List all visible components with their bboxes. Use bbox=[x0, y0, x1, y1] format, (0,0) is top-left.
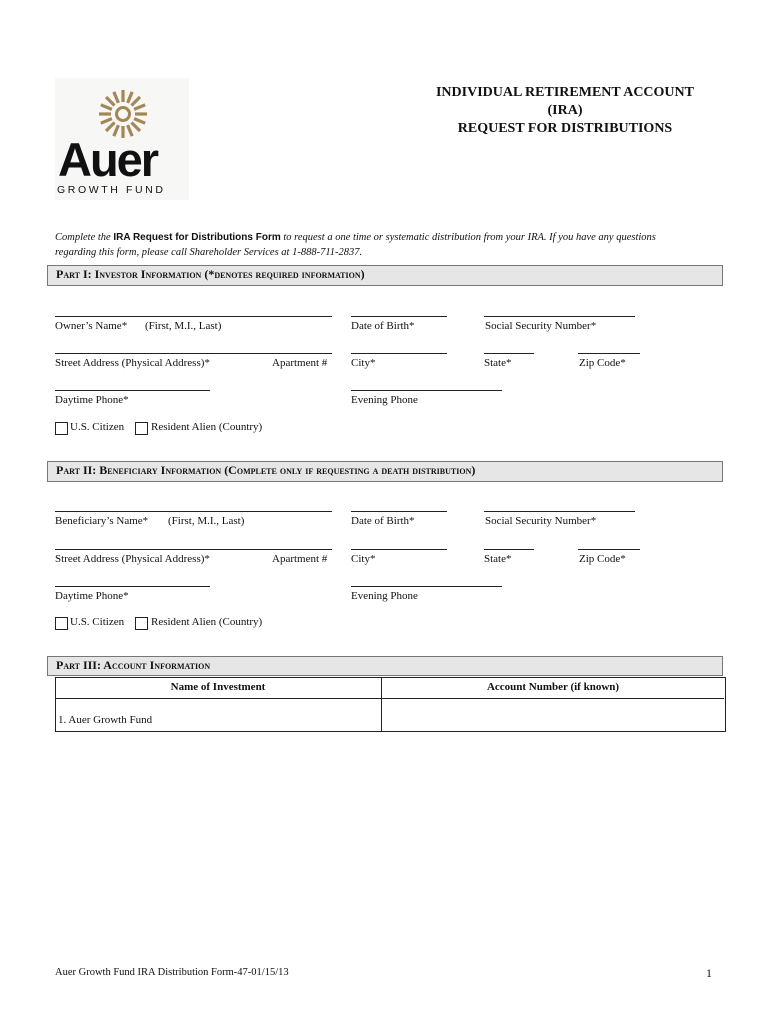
ben-eve-phone-field[interactable] bbox=[351, 586, 502, 587]
owner-zip-field[interactable] bbox=[578, 353, 640, 354]
intro-line-2: regarding this form, please call Shareholder Services at 1-888-711-2837. bbox=[55, 247, 363, 258]
intro-middle: to request a one time or systematic distribution from your IRA. If you have any questions bbox=[280, 232, 656, 243]
owner-day-phone-field[interactable] bbox=[55, 390, 210, 391]
owner-resident-alien-checkbox[interactable] bbox=[135, 422, 148, 435]
owner-street-label: Street Address (Physical Address)* bbox=[55, 357, 210, 369]
ben-zip-label: Zip Code* bbox=[579, 553, 626, 565]
logo-wordmark: Auer bbox=[58, 133, 158, 186]
owner-state-label: State* bbox=[484, 357, 512, 369]
col-name-of-investment: Name of Investment bbox=[170, 681, 266, 693]
owner-eve-phone-label: Evening Phone bbox=[351, 394, 418, 406]
logo-subtitle: GROWTH FUND bbox=[57, 184, 166, 196]
ben-day-phone-field[interactable] bbox=[55, 586, 210, 587]
owner-eve-phone-field[interactable] bbox=[351, 390, 502, 391]
form-title bbox=[400, 84, 730, 138]
intro-prefix: Complete the bbox=[55, 232, 114, 243]
part3-header: Part III: Account Information bbox=[56, 658, 211, 672]
owner-ssn-label: Social Security Number* bbox=[485, 320, 597, 332]
ben-name-field[interactable] bbox=[55, 511, 332, 512]
part2-header-bar bbox=[47, 461, 723, 482]
ben-resident-alien-label: Resident Alien (Country) bbox=[151, 616, 263, 628]
owner-dob-label: Date of Birth* bbox=[351, 320, 415, 332]
account-table-header-rule bbox=[55, 698, 724, 699]
ben-state-label: State* bbox=[484, 553, 512, 565]
ben-street-label: Street Address (Physical Address)* bbox=[55, 553, 210, 565]
ben-dob-field[interactable] bbox=[351, 511, 447, 512]
ben-us-citizen-checkbox[interactable] bbox=[55, 617, 68, 630]
ben-dob-label: Date of Birth* bbox=[351, 515, 415, 527]
col-account-number: Account Number (if known) bbox=[486, 681, 620, 693]
owner-apartment-label: Apartment # bbox=[272, 357, 328, 369]
form-id-footer: Auer Growth Fund IRA Distribution Form-47-01/15/13 bbox=[55, 967, 289, 978]
owner-street-field[interactable] bbox=[55, 353, 332, 354]
owner-state-field[interactable] bbox=[484, 353, 534, 354]
ben-name-format: (First, M.I., Last) bbox=[168, 515, 245, 527]
ben-us-citizen-label: U.S. Citizen bbox=[70, 616, 125, 628]
ben-apartment-label: Apartment # bbox=[272, 553, 328, 565]
ben-zip-field[interactable] bbox=[578, 549, 640, 550]
ben-state-field[interactable] bbox=[484, 549, 534, 550]
ben-city-label: City* bbox=[351, 553, 376, 565]
owner-city-label: City* bbox=[351, 357, 376, 369]
owner-ssn-field[interactable] bbox=[484, 316, 635, 317]
auer-logo bbox=[55, 78, 189, 200]
owner-dob-field[interactable] bbox=[351, 316, 447, 317]
owner-city-field[interactable] bbox=[351, 353, 447, 354]
part1-header-bar bbox=[47, 265, 723, 286]
title-line-1: INDIVIDUAL RETIREMENT ACCOUNT bbox=[435, 85, 694, 100]
investment-row-1: 1. Auer Growth Fund bbox=[58, 714, 153, 726]
title-line-2: (IRA) bbox=[547, 103, 583, 118]
owner-us-citizen-checkbox[interactable] bbox=[55, 422, 68, 435]
part2-header: Part II: Beneficiary Information (Complete only if requesting a death distribution) bbox=[56, 463, 476, 477]
owner-day-phone-label: Daytime Phone* bbox=[55, 394, 129, 406]
owner-resident-alien-label: Resident Alien (Country) bbox=[151, 421, 263, 433]
ben-day-phone-label: Daytime Phone* bbox=[55, 590, 129, 602]
ben-ssn-field[interactable] bbox=[484, 511, 635, 512]
intro-text bbox=[55, 230, 725, 260]
ben-eve-phone-label: Evening Phone bbox=[351, 590, 418, 602]
owner-zip-label: Zip Code* bbox=[579, 357, 626, 369]
owner-name-label: Owner’s Name* bbox=[55, 320, 128, 332]
page-number: 1 bbox=[706, 966, 712, 980]
account-number-input[interactable] bbox=[383, 700, 723, 729]
intro-form-name: IRA Request for Distributions Form bbox=[113, 232, 281, 243]
ben-ssn-label: Social Security Number* bbox=[485, 515, 597, 527]
owner-us-citizen-label: U.S. Citizen bbox=[70, 421, 125, 433]
part1-header: Part I: Investor Information (*denotes required information) bbox=[56, 267, 365, 281]
ben-resident-alien-checkbox[interactable] bbox=[135, 617, 148, 630]
ben-name-label: Beneficiary’s Name* bbox=[55, 515, 149, 527]
title-line-3: REQUEST FOR DISTRIBUTIONS bbox=[457, 121, 673, 136]
owner-name-field[interactable] bbox=[55, 316, 332, 317]
part3-header-bar bbox=[47, 656, 723, 676]
owner-name-format: (First, M.I., Last) bbox=[145, 320, 222, 332]
ben-street-field[interactable] bbox=[55, 549, 332, 550]
ben-city-field[interactable] bbox=[351, 549, 447, 550]
